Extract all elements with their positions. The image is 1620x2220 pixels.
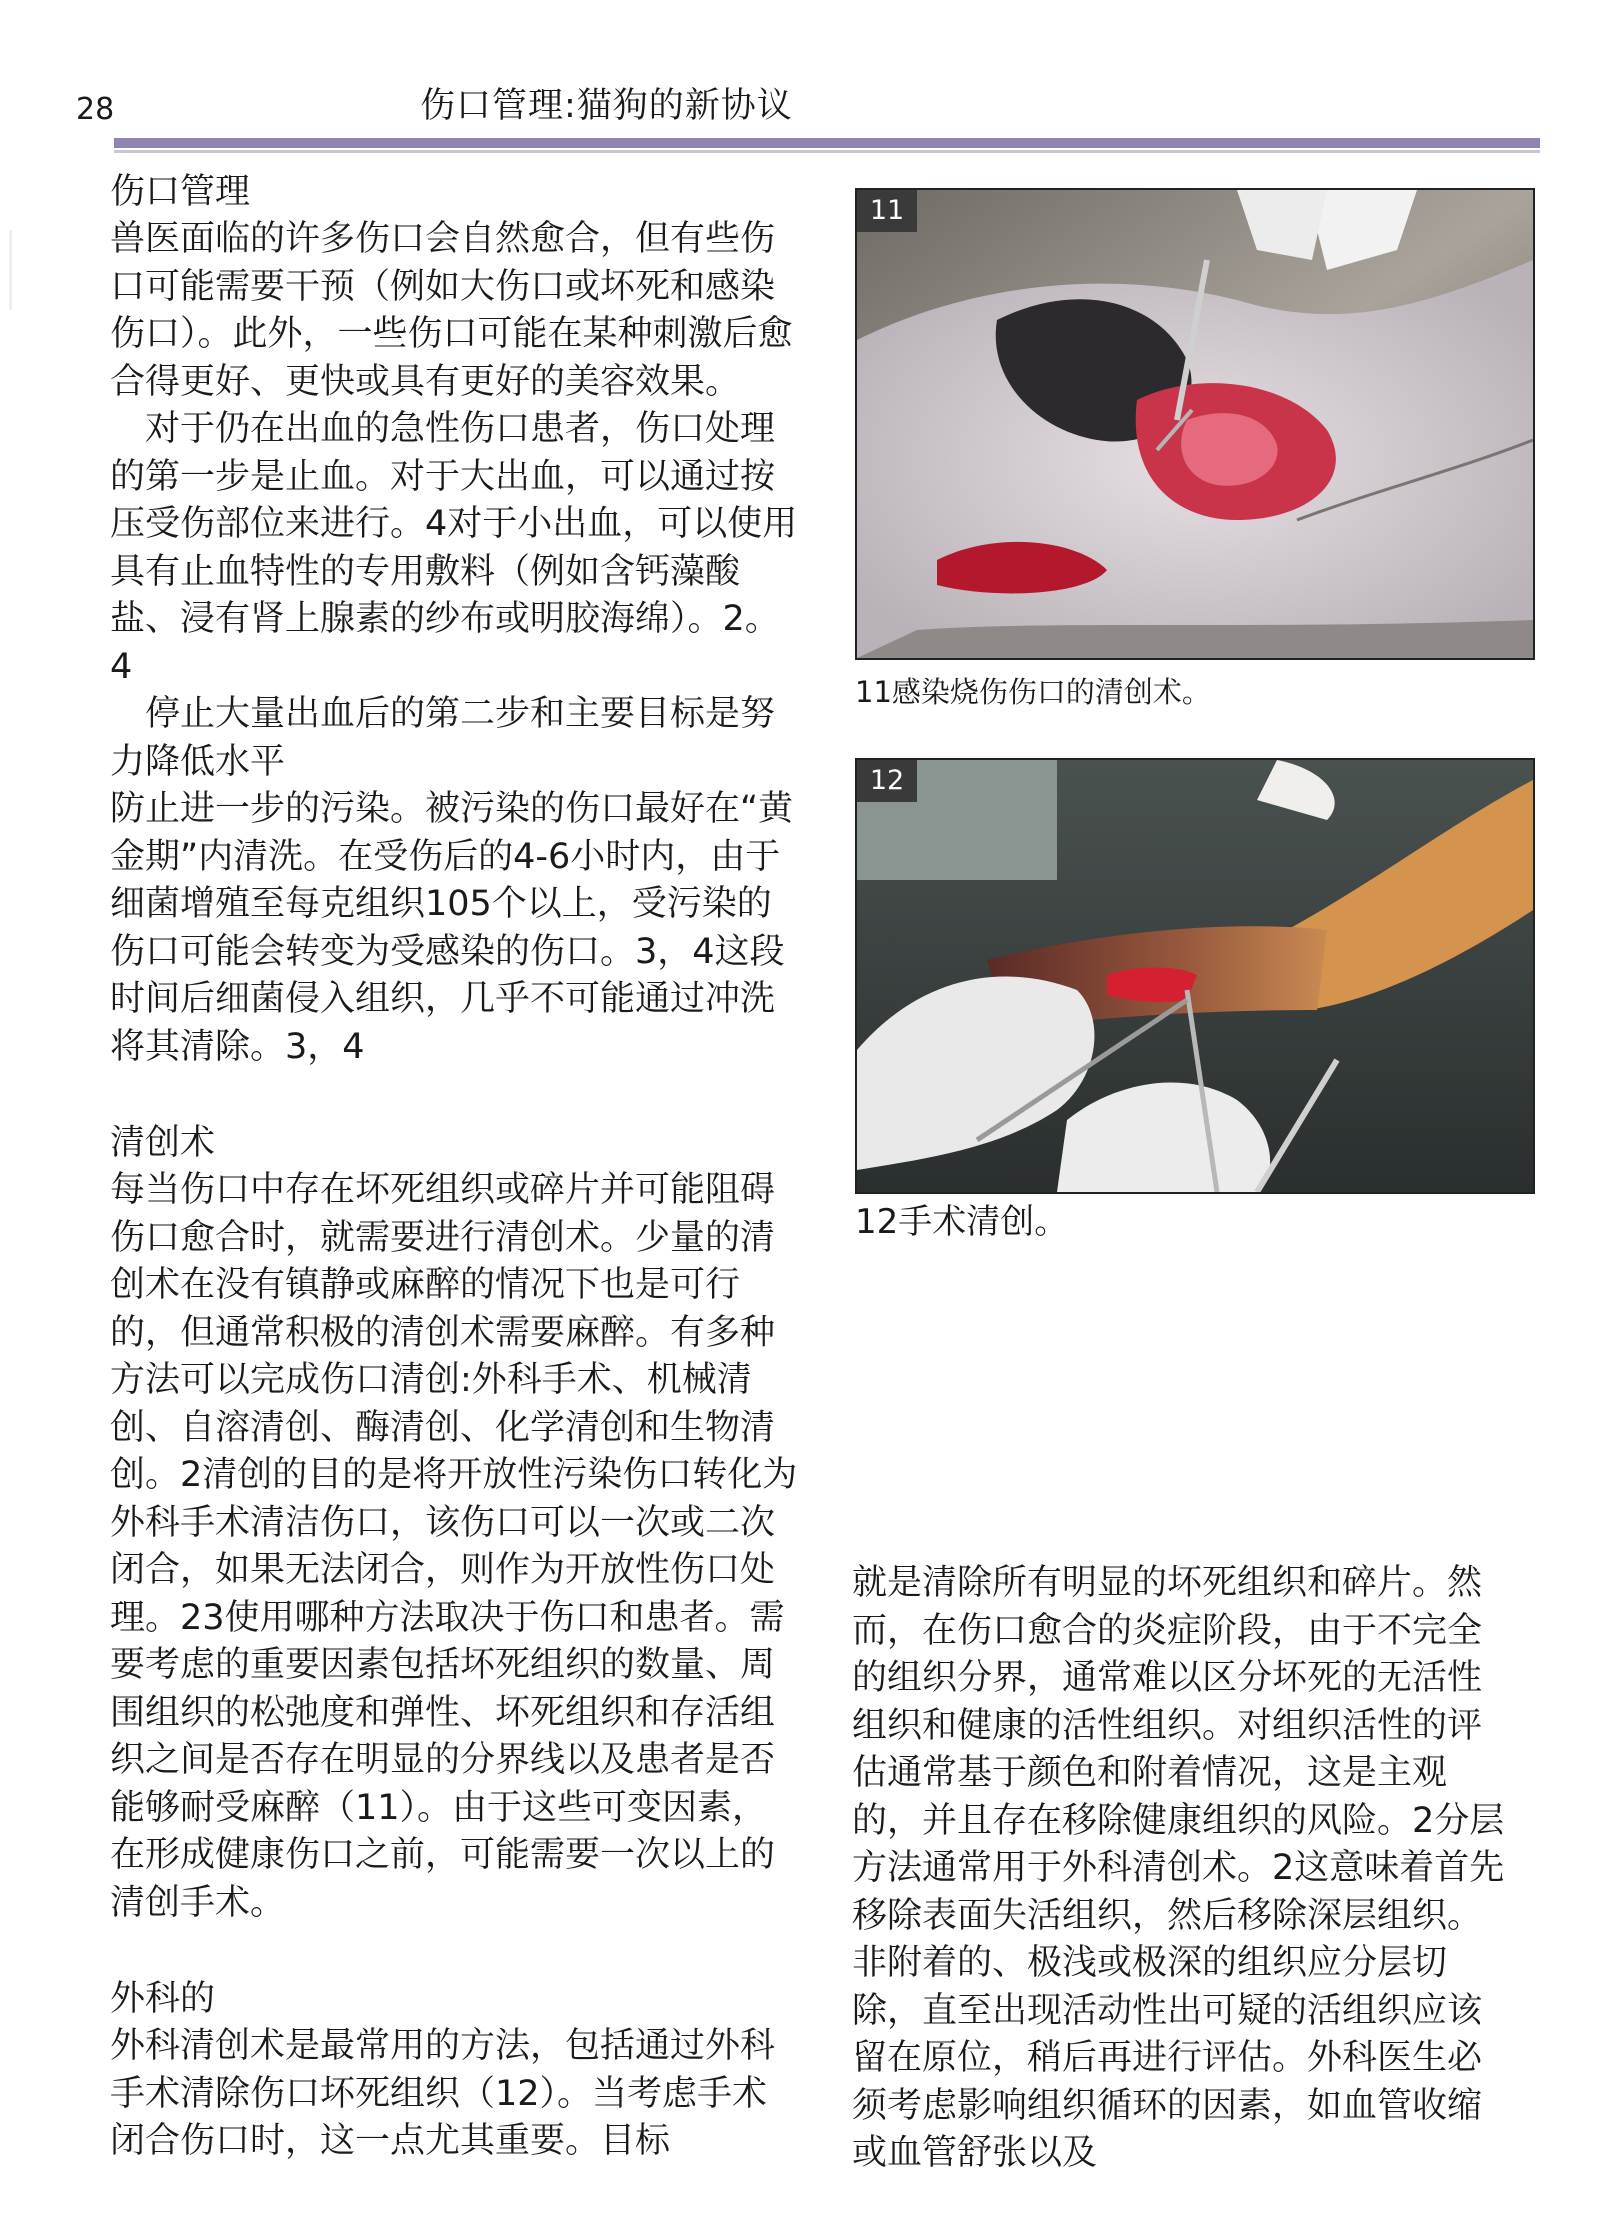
figure-12-label: 12: [857, 760, 917, 802]
running-title: 伤口管理:猫狗的新协议: [420, 86, 793, 126]
paragraph: 对于仍在出血的急性伤口患者，伤口处理的第一步是止血。对于大出血，可以通过按压受伤部位来进行。4对于小出血，可以使用具有止血特性的专用敷料（例如含钙藻酸盐、浸有肾上腺素的纱布或明胶海绵）。2。4: [110, 409, 798, 687]
margin-watermark: [4, 230, 18, 310]
section-title-debridement: 清创术: [110, 1123, 216, 1163]
paragraph: 就是清除所有明显的坏死组织和碎片。然而，在伤口愈合的炎症阶段，由于不完全的组织分界，通常难以区分坏死的无活性组织和健康的活性组织。对组织活性的评估通常基于颜色和附着情况，这是主观的，并且存在移除健康组织的风险。2分层方法通常用于外科清创术。2这意味着首先移除表面失活组织，然后移除深层组织。非附着的、极浅或极深的组织应分层切除，直至出现活动性出可疑的活组织应该留在原位，稍后再进行评估。外科医生必须考虑影响组织循环的因素，如血管收缩或血管舒张以及: [852, 1563, 1505, 2173]
paragraph: 每当伤口中存在坏死组织或碎片并可能阻碍伤口愈合时，就需要进行清创术。少量的清创术在没有镇静或麻醉的情况下也是可行的，但通常积极的清创术需要麻醉。有多种方法可以完成伤口清创:外科手术、机械清创、自溶清创、酶清创、化学清创和生物清创。2清创的目的是将开放性污染伤口转化为外科手术清洁伤口，该伤口可以一次或二次闭合，如果无法闭合，则作为开放性伤口处理。23使用哪种方法取决于伤口和患者。需要考虑的重要因素包括坏死组织的数量、周围组织的松弛度和弹性、坏死组织和存活组织之间是否存在明显的分界线以及患者是否能够耐受麻醉（11）。由于这些可变因素，在形成健康伤口之前，可能需要一次以上的清创手术。: [110, 1170, 798, 1923]
figure-12-caption: 12手术清创。: [855, 1202, 1069, 1242]
page-number: 28: [76, 92, 115, 127]
paragraph: 防止进一步的污染。被污染的伤口最好在“黄金期”内清洗。在受伤后的4-6小时内，由于细菌增殖至每克组织105个以上，受污染的伤口可能会转变为受感染的伤口。3，4这段时间后细菌侵入组织，几乎不可能通过冲洗将其清除。3，4: [110, 789, 794, 1067]
figure-11-label: 11: [857, 190, 917, 232]
spacer: [110, 1071, 800, 1119]
figure-12: [855, 758, 1535, 1242]
figure-11-caption: 11感染烧伤伤口的清创术。: [855, 675, 1211, 709]
figure-11-photo: [855, 188, 1535, 660]
section-title-wound-management: 伤口管理: [110, 172, 251, 212]
header-rule-shadow: [114, 150, 1540, 153]
paragraph: 兽医面临的许多伤口会自然愈合，但有些伤口可能需要干预（例如大伤口或坏死和感染伤口）。此外，一些伤口可能在某种刺激后愈合得更好、更快或具有更好的美容效果。: [110, 219, 793, 402]
header-rule: [114, 138, 1540, 148]
paragraph: 停止大量出血后的第二步和主要目标是努力降低水平: [110, 694, 776, 782]
figure-11: [855, 188, 1535, 712]
right-column: [852, 1560, 1512, 2178]
section-title-surgical: 外科的: [110, 1979, 216, 2019]
paragraph: 外科清创术是最常用的方法，包括通过外科手术清除伤口坏死组织（12）。当考虑手术闭合伤口时，这一点尤其重要。目标: [110, 2026, 776, 2161]
figure-12-photo: [855, 758, 1535, 1194]
spacer: [110, 1927, 800, 1975]
left-column: [110, 168, 800, 2166]
